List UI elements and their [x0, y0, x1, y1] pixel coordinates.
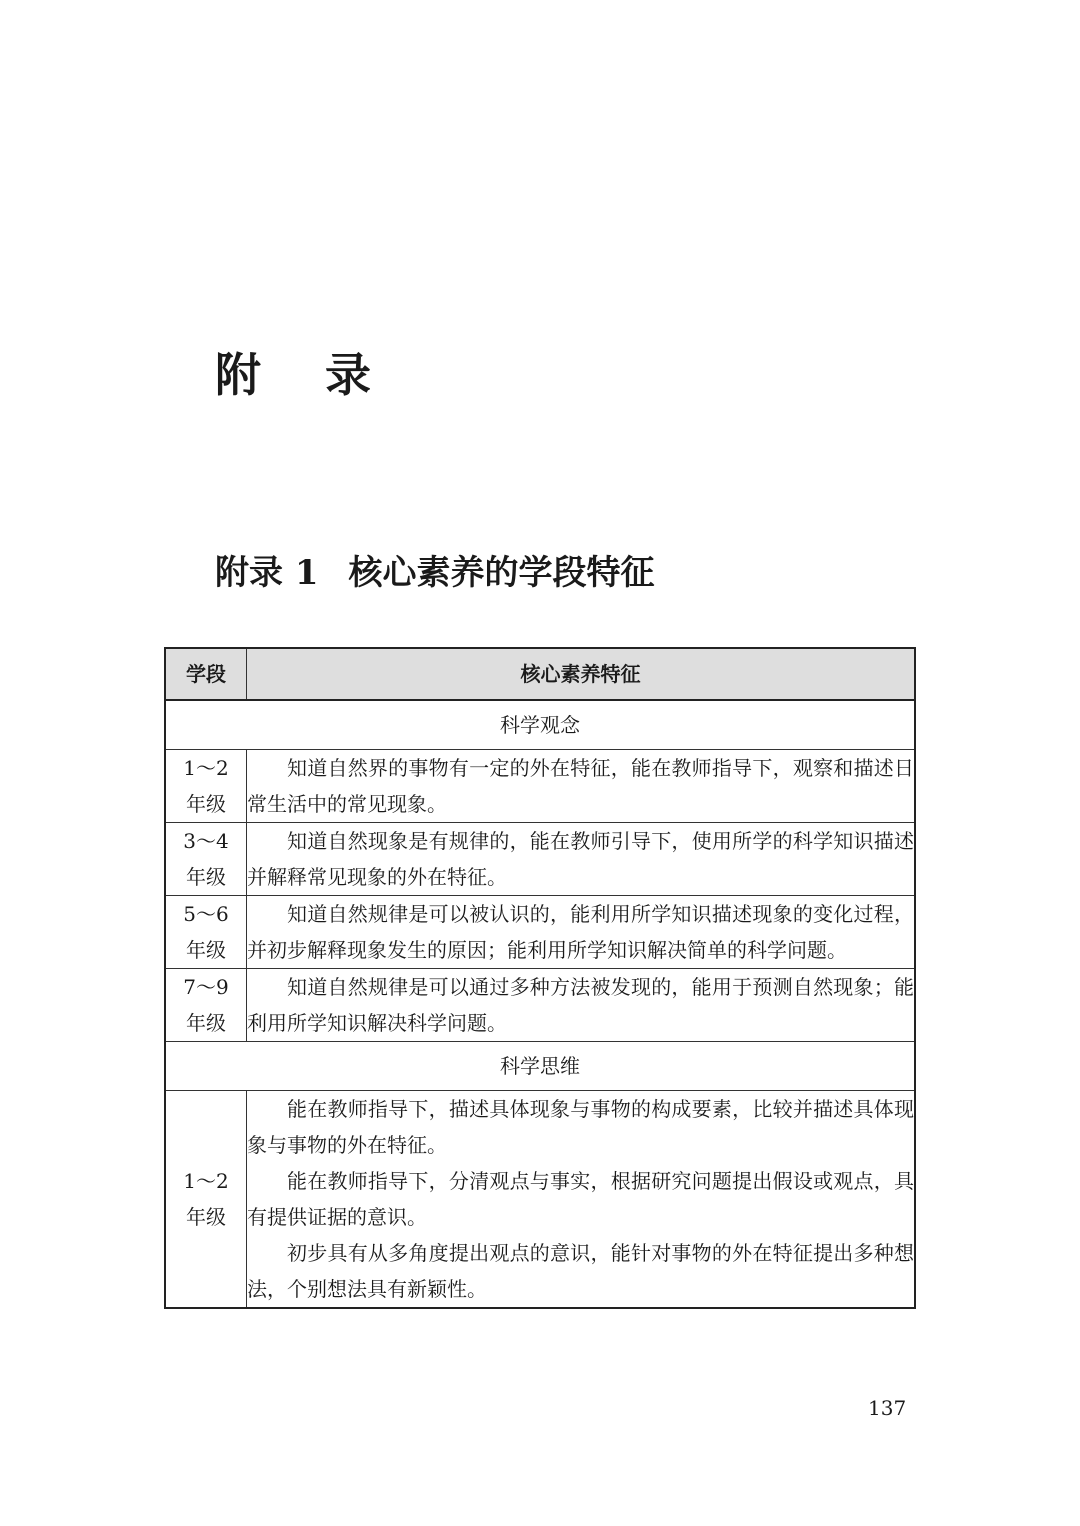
feature-text: 知道自然规律是可以通过多种方法被发现的，能用于预测自然现象；能利用所学知识解决科学问题。 — [247, 975, 914, 1035]
feature-text: 能在教师指导下，分清观点与事实，根据研究问题提出假设或观点，具有提供证据的意识。 — [247, 1169, 914, 1229]
stage-range: 3～4 — [183, 829, 229, 853]
section-title — [215, 548, 655, 598]
table-header-row — [165, 648, 915, 700]
chapter-title-left: 附 — [215, 348, 261, 402]
category-row — [165, 700, 915, 750]
feature-cell — [247, 969, 916, 1042]
feature-text: 知道自然规律是可以被认识的，能利用所学知识描述现象的变化过程，并初步解释现象发生的原因；能利用所学知识解决简单的科学问题。 — [247, 902, 914, 962]
stage-range: 1～2 — [183, 1169, 229, 1193]
core-literacy-table — [164, 647, 916, 1309]
feature-cell — [247, 1091, 916, 1309]
table-row — [165, 969, 915, 1042]
feature-text: 知道自然现象是有规律的，能在教师引导下，使用所学的科学知识描述并解释常见现象的外在特征。 — [247, 829, 914, 889]
table-row — [165, 896, 915, 969]
stage-unit: 年级 — [186, 792, 226, 816]
header-features: 核心素养特征 — [247, 648, 916, 700]
category-row — [165, 1042, 915, 1091]
feature-cell — [247, 750, 916, 823]
category-label: 科学思维 — [165, 1042, 915, 1091]
stage-unit: 年级 — [186, 938, 226, 962]
header-stage: 学段 — [165, 648, 247, 700]
feature-text: 知道自然界的事物有一定的外在特征，能在教师指导下，观察和描述日常生活中的常见现象。 — [247, 756, 914, 816]
stage-cell — [165, 969, 247, 1042]
table-row — [165, 823, 915, 896]
stage-cell — [165, 1091, 247, 1309]
feature-cell — [247, 823, 916, 896]
stage-range: 7～9 — [183, 975, 229, 999]
chapter-title — [215, 345, 371, 405]
stage-cell — [165, 823, 247, 896]
stage-cell — [165, 750, 247, 823]
section-heading: 核心素养的学段特征 — [348, 553, 655, 593]
stage-unit: 年级 — [186, 1205, 226, 1229]
feature-text: 初步具有从多角度提出观点的意识，能针对事物的外在特征提出多种想法，个别想法具有新颖性。 — [247, 1241, 914, 1301]
stage-cell — [165, 896, 247, 969]
stage-range: 1～2 — [183, 756, 229, 780]
category-label: 科学观念 — [165, 700, 915, 750]
table-row — [165, 1091, 915, 1309]
feature-text: 能在教师指导下，描述具体现象与事物的构成要素，比较并描述具体现象与事物的外在特征。 — [247, 1097, 914, 1157]
table-row — [165, 750, 915, 823]
page-number: 137 — [868, 1396, 907, 1420]
section-number: 附录 1 — [215, 553, 319, 593]
feature-cell — [247, 896, 916, 969]
stage-unit: 年级 — [186, 865, 226, 889]
chapter-title-right: 录 — [325, 348, 371, 402]
stage-range: 5～6 — [183, 902, 229, 926]
stage-unit: 年级 — [186, 1011, 226, 1035]
